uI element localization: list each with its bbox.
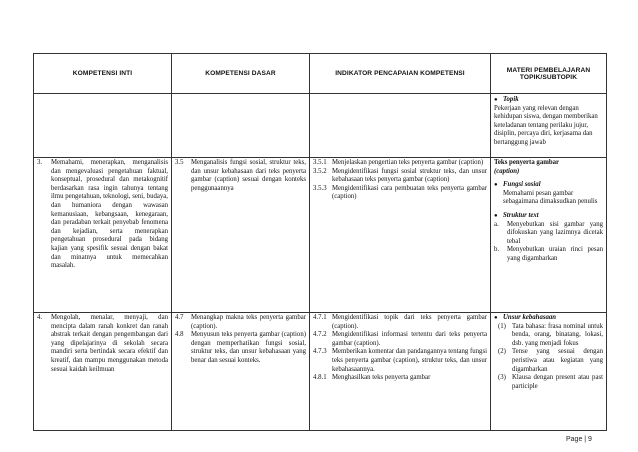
- competency-table: [33, 53, 607, 431]
- ind35-cell: [310, 158, 490, 203]
- indicator-item: 3.5.2 Mengidentifikasi fungsi sosial struktur teks, dan unsur kebahasaan teks penyerta gambar (caption): [313, 167, 487, 184]
- materi-cell-2: [491, 313, 606, 392]
- materi-cell-1: [491, 158, 606, 265]
- bullet-icon: ●: [494, 182, 498, 189]
- kd35-text: Menganalisis fungsi sosial, struktur teks, dan unsur kebahasaan dari teks penyerta gambar (caption) sesuai dengan konteks penggunaannya: [191, 159, 306, 192]
- struktur-item: a. Menyebutkan sisi gambar yang difokuskan yang lazimnya dicetak tebal: [494, 220, 603, 245]
- bullet-icon: ●: [494, 97, 498, 103]
- ki4-number: 4.: [37, 314, 43, 321]
- header-indikator: INDIKATOR PENCAPAIAN KOMPETENSI: [310, 54, 491, 94]
- indicator-item: 3.5.1 Menjelaskan pengertian teks penyerta gambar (caption): [313, 159, 484, 166]
- fungsi-text: Memahami pesan gambar sebagaimana dimaksudkan penulis: [503, 189, 598, 206]
- header-kompetensi-dasar: KOMPETENSI DASAR: [172, 54, 310, 94]
- header-kompetensi-inti: KOMPETENSI INTI: [34, 54, 172, 94]
- topik-row: [34, 94, 607, 158]
- kd35-cell: [172, 158, 309, 194]
- unsur-item: (3) Klausa dengan present atau past participle: [498, 374, 603, 390]
- kd35-number: 3.5: [175, 159, 184, 166]
- unsur-heading: Unsur kebahasaan: [503, 314, 557, 321]
- struktur-heading: Struktur text: [503, 211, 539, 219]
- kd4-cell: [172, 313, 309, 367]
- ki3-cell: [34, 158, 171, 272]
- ki3-text: Memahami, menerapkan, menganalisis dan mengevaluasi pengetahuan faktual, konseptual, prosedural dan metakognitif berdasarkan rasa ingin tahunya tentang ilmu pengetahuan, teknologi, seni, budaya, dan humaniora dengan wawasan kemanusiaan, kebangsaan, kenegaraan, dan peradaban terkait penyebab fenomena dan kejadian, serta menerapkan pengetahuan prosedural pada bidang kajian yang spesifik sesuai dengan bakat dan minatnya untuk memecahkan masalah.: [51, 159, 168, 270]
- row-ki3: [34, 158, 607, 313]
- unsur-item: (2) Tense yang sesuai dengan peristiwa atau kegiatan yang digambarkan: [498, 348, 603, 373]
- topik-heading: Topik: [503, 96, 519, 103]
- kd-item: 4.7 Menangkap makna teks penyerta gambar (caption).: [175, 314, 306, 330]
- indicator-item: 4.7.3 Memberikan komentar dan pandangannya tentang fungsi teks penyerta gambar (caption), struktur teks, dan unsur kebahasaannya.: [313, 348, 487, 373]
- struktur-item: b. Menyebutkan uraian rinci pesan yang digambarkan: [494, 246, 603, 262]
- row-ki4: [34, 313, 607, 431]
- page-number: Page | 9: [566, 436, 592, 443]
- materi-subtitle: (caption): [494, 167, 520, 175]
- materi-title: Teks penyerta gambar: [494, 159, 560, 166]
- bullet-icon: ●: [494, 212, 498, 219]
- ki4-text: Mengolah, menalar, menyaji, dan mencipta dalam ranah konkret dan ranah abstrak terkait dengan pengembangan dari yang dipelajarinya di sekolah secara mandiri serta bertindak secara efektif dan kreatif, dan mampu menggunakan metoda sesuai kaidah keilmuan: [51, 314, 168, 373]
- kd-item: 4.8 Menyusun teks penyerta gambar (caption) dengan memperhatikan fungsi sosial, struktur teks, dan unsur kebahasaan yang benar dan sesuai konteks.: [175, 331, 306, 364]
- unsur-item: (1) Tata bahasa: frasa nominal untuk benda, orang, binatang, lokasi, dsb. yang menjadi fokus: [498, 322, 603, 347]
- ki4-cell: [34, 313, 171, 375]
- fungsi-heading: Fungsi sosial: [503, 181, 541, 189]
- indicator-item: 4.7.1 Mengidentifikasi topik dari teks penyerta gambar (caption).: [313, 314, 487, 330]
- header-row: [34, 54, 607, 94]
- header-materi: MATERI PEMBELAJARAN TOPIK/SUBTOPIK: [491, 54, 607, 94]
- ind4-cell: [310, 313, 490, 384]
- ki3-number: 3.: [37, 159, 43, 166]
- indicator-item: 3.5.3 Mengidentifikasi cara pembuatan teks penyerta gambar (caption): [313, 184, 487, 201]
- bullet-icon: ●: [494, 315, 498, 321]
- topik-text: Pekerjaan yang relevan dengan kehidupan siswa, dengan memberikan keteladanan tentang perilaku jujur, disiplin, percaya diri, kerjasama dan bertanggung jawab: [494, 104, 598, 146]
- indicator-item: 4.7.2 Mengidentifikasi informasi tertentu dari teks penyerta gambar (caption).: [313, 331, 487, 347]
- indicator-item: 4.8.1 Menghasilkan teks penyerta gambar: [313, 374, 431, 382]
